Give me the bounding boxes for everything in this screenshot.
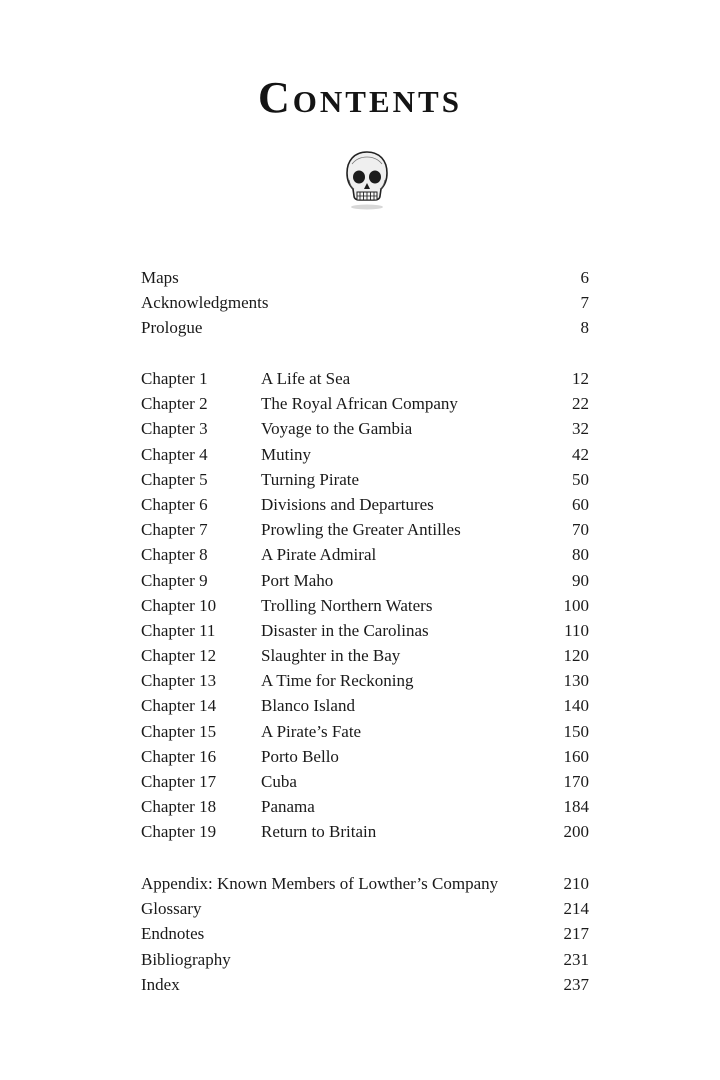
chapter-number: Chapter 8 [141, 545, 208, 565]
toc-entry-page: 217 [563, 924, 589, 944]
toc-chapter-entry[interactable] [141, 593, 589, 618]
chapter-title: Mutiny [261, 444, 312, 464]
chapter-page: 42 [572, 444, 589, 464]
chapter-title: Porto Bello [261, 746, 339, 766]
chapter-page: 50 [572, 469, 589, 489]
chapter-number: Chapter 19 [141, 822, 217, 842]
chapter-number: Chapter 2 [141, 394, 208, 414]
toc-chapter-entry[interactable] [141, 517, 589, 542]
chapter-title: Trolling Northern Waters [261, 595, 433, 615]
chapter-page: 150 [563, 721, 589, 741]
toc-entry-glossary[interactable] [141, 896, 589, 921]
chapter-number: Chapter 3 [141, 419, 208, 439]
toc-chapter-entry[interactable] [141, 542, 589, 567]
toc-entry-maps[interactable] [141, 265, 589, 290]
chapter-page: 140 [563, 696, 589, 716]
chapter-title: Panama [261, 797, 315, 817]
toc-entry-page: 214 [563, 899, 589, 919]
toc-entry-page: 231 [563, 949, 589, 969]
toc-entry-label: Appendix: Known Members of Lowther’s Company [141, 874, 499, 893]
chapter-title: Voyage to the Gambia [261, 419, 413, 439]
chapter-page: 12 [572, 369, 589, 388]
toc-entry-page: 7 [580, 293, 589, 313]
toc-chapter-entry[interactable] [141, 668, 589, 693]
toc-entry-label: Maps [141, 268, 179, 287]
chapter-page: 170 [563, 772, 589, 791]
chapter-title: The Royal African Company [261, 394, 458, 414]
chapter-number: Chapter 10 [141, 595, 217, 615]
chapter-page: 80 [572, 545, 589, 565]
toc-entry-appendix[interactable] [141, 871, 589, 896]
toc-chapter-entry[interactable] [141, 643, 589, 668]
chapter-page: 130 [563, 671, 589, 691]
chapter-page: 200 [563, 822, 589, 842]
chapter-title: Return to Britain [261, 822, 377, 842]
toc-entry-label: Prologue [141, 318, 203, 338]
chapter-page: 100 [563, 595, 589, 615]
toc-chapter-entry[interactable] [141, 568, 589, 593]
chapter-title: Slaughter in the Bay [261, 646, 401, 666]
toc-chapter-entry[interactable] [141, 442, 589, 467]
chapter-number: Chapter 12 [141, 646, 217, 666]
toc-entry-label: Acknowledgments [141, 293, 269, 313]
skull-icon [344, 150, 390, 210]
toc-entry-bibliography[interactable] [141, 947, 589, 972]
toc-chapter-entry[interactable] [141, 693, 589, 718]
chapter-number: Chapter 7 [141, 520, 208, 540]
chapter-number: Chapter 18 [141, 797, 217, 817]
chapter-title: Disaster in the Carolinas [261, 620, 429, 640]
toc-entry-index[interactable] [141, 972, 589, 997]
chapter-title: A Time for Reckoning [261, 671, 414, 691]
toc-entry-page: 237 [563, 974, 589, 994]
toc-entry-label: Glossary [141, 899, 202, 919]
chapter-title: Turning Pirate [261, 469, 360, 489]
chapter-title: Divisions and Departures [261, 494, 434, 514]
toc-entry-label: Index [141, 974, 180, 994]
chapter-page: 22 [572, 394, 589, 414]
toc-chapter-entry[interactable] [141, 819, 589, 844]
chapter-number: Chapter 11 [141, 620, 216, 640]
toc-chapter-entry[interactable] [141, 618, 589, 643]
toc-chapter-entry[interactable] [141, 366, 589, 391]
toc-entry-page: 8 [580, 318, 589, 338]
back-matter-list [141, 871, 589, 997]
chapter-title: Prowling the Greater Antilles [261, 520, 461, 540]
toc-chapter-entry[interactable] [141, 769, 589, 794]
chapter-title: A Pirate’s Fate [261, 721, 362, 741]
toc-entry-label: Bibliography [141, 949, 231, 969]
toc-entry-endnotes[interactable] [141, 921, 589, 946]
chapter-page: 90 [572, 570, 589, 590]
chapter-number: Chapter 13 [141, 671, 217, 691]
toc-chapter-entry[interactable] [141, 794, 589, 819]
chapter-number: Chapter 4 [141, 444, 208, 464]
chapter-title: Cuba [261, 772, 297, 791]
toc-chapter-entry[interactable] [141, 492, 589, 517]
chapter-page: 160 [563, 746, 589, 766]
chapter-page: 60 [572, 494, 589, 514]
chapter-title: A Life at Sea [261, 369, 351, 388]
chapter-list [141, 366, 589, 845]
toc-chapter-entry[interactable] [141, 744, 589, 769]
toc-chapter-entry[interactable] [141, 719, 589, 744]
chapter-page: 120 [563, 646, 589, 666]
chapter-title: Port Maho [261, 570, 334, 590]
toc-entry-prologue[interactable] [141, 315, 589, 340]
chapter-page: 110 [564, 620, 589, 640]
chapter-page: 32 [572, 419, 589, 439]
chapter-page: 184 [563, 797, 589, 817]
toc-chapter-entry[interactable] [141, 416, 589, 441]
chapter-number: Chapter 14 [141, 696, 217, 716]
toc-entry-acknowledgments[interactable] [141, 290, 589, 315]
chapter-title: Blanco Island [261, 696, 355, 716]
toc-entry-label: Endnotes [141, 924, 205, 944]
toc-entry-page: 210 [563, 874, 589, 893]
page-title: Contents [258, 73, 462, 122]
chapter-number: Chapter 15 [141, 721, 217, 741]
front-matter-list [141, 265, 589, 341]
chapter-number: Chapter 9 [141, 570, 208, 590]
chapter-number: Chapter 16 [141, 746, 217, 766]
chapter-number: Chapter 5 [141, 469, 208, 489]
chapter-page: 70 [572, 520, 589, 540]
toc-chapter-entry[interactable] [141, 391, 589, 416]
chapter-number: Chapter 1 [141, 369, 208, 388]
toc-entry-page: 6 [580, 268, 589, 287]
chapter-title: A Pirate Admiral [261, 545, 377, 565]
toc-chapter-entry[interactable] [141, 467, 589, 492]
chapter-number: Chapter 6 [141, 494, 208, 514]
chapter-number: Chapter 17 [141, 772, 217, 791]
